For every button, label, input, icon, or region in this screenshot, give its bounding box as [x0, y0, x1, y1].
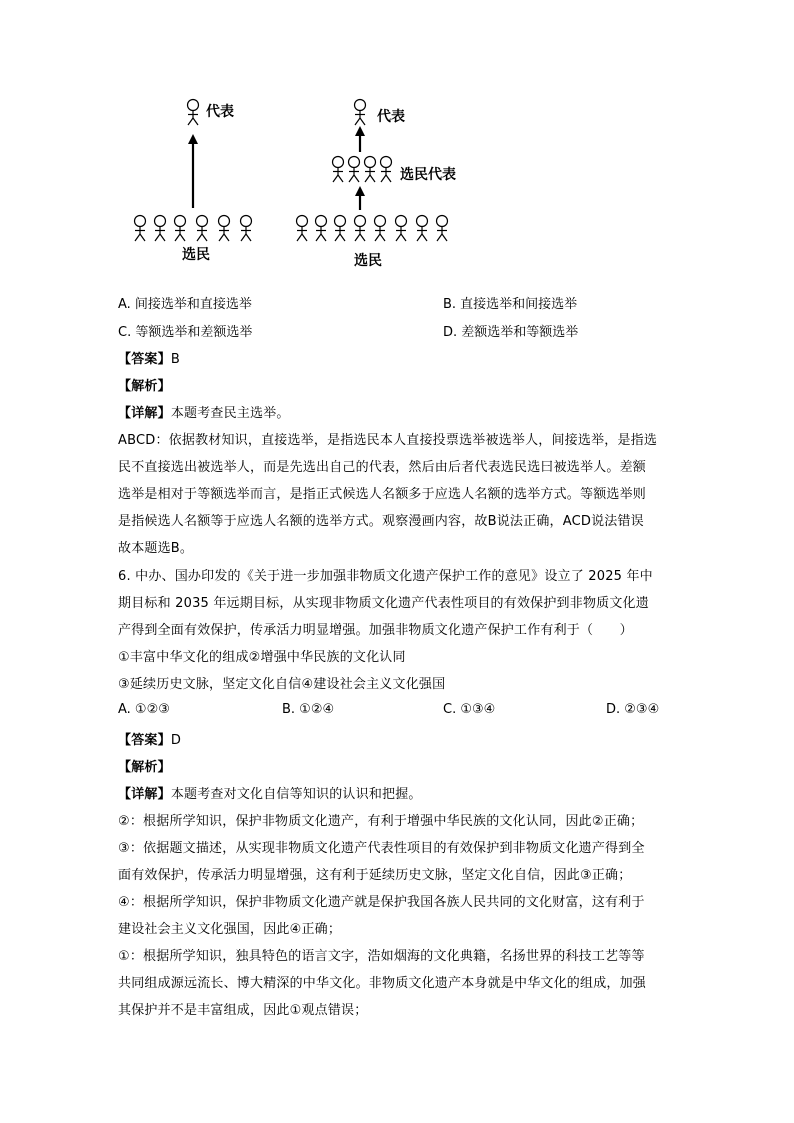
q6-statement-line: ③延续历史文脉，坚定文化自信④建设社会主义文化强国	[118, 677, 446, 692]
left-representative-label: 代表	[206, 104, 234, 120]
q5-explanation-line: ABCD：依据教材知识，直接选举，是指选民本人直接投票选举被选举人，间接选举，是指选	[118, 433, 658, 448]
q6-option-a: A. ①②③	[118, 702, 170, 717]
q6-explanation-line: ④：根据所学知识，保护非物质文化遗产就是保护我国各族人民共同的文化财富，这有利于	[118, 895, 645, 910]
q6-stem-line: 期目标和 2035 年远期目标，从实现非物质文化遗产代表性项目的有效保护到非物质文化遗	[118, 596, 649, 611]
q5-explanation-line: 选举是相对于等额选举而言，是指正式候选人名额多于应选人名额的选举方式。等额选举则	[118, 487, 647, 502]
left-arrow-head	[188, 134, 198, 144]
q5-option-d: D. 差额选举和等额选举	[443, 325, 579, 340]
right-voters-row	[297, 216, 448, 242]
representative-icon	[355, 100, 366, 126]
q6-answer: 【答案】D	[118, 733, 182, 748]
q5-option-c: C. 等额选举和差额选举	[118, 325, 253, 340]
section-heading: 【解析】	[118, 379, 171, 394]
q5-explanation-line: 是指候选人名额等于应选人名额的选举方式。观察漫画内容，故B说法正确，ACD说法错误	[118, 514, 644, 529]
election-diagram-svg	[0, 0, 794, 280]
q6-explanation-line: ②：根据所学知识，保护非物质文化遗产，有利于增强中华民族的文化认同，因此②正确；	[118, 814, 644, 829]
section-heading: 【答案】	[118, 733, 171, 748]
section-heading: 【详解】	[118, 406, 171, 421]
section-heading: 【答案】	[118, 352, 171, 367]
q5-answer: 【答案】B	[118, 352, 180, 367]
right-representative-label: 代表	[377, 109, 405, 125]
q6-stem-line: 6. 中办、国办印发的《关于进一步加强非物质文化遗产保护工作的意见》设立了 2025 年中	[118, 569, 653, 584]
q5-detail: 【详解】本题考查民主选举。	[118, 406, 290, 421]
q6-detail: 【详解】本题考查对文化自信等知识的认识和把握。	[118, 787, 422, 802]
q5-analysis-title	[118, 375, 171, 394]
left-voters-row	[135, 216, 252, 242]
q5-explanation-line: 民不直接选出被选举人，而是先选出自己的代表，然后由后者代表选民选曰被选举人。差额	[118, 460, 647, 475]
q6-explanation-line: ①：根据所学知识，独具特色的语言文字，浩如烟海的文化典籍，名扬世界的科技工艺等等	[118, 949, 645, 964]
q6-explanation-line: 共同组成源远流长、博大精深的中华文化。非物质文化遗产本身就是中华文化的组成，加强	[118, 976, 647, 991]
q6-explanation-line: ③：依据题文描述，从实现非物质文化遗产代表性项目的有效保护到非物质文化遗产得到全	[118, 841, 645, 856]
q6-analysis-title	[118, 756, 171, 775]
voter-representatives-label: 选民代表	[400, 167, 456, 183]
q6-option-c: C. ①③④	[443, 702, 496, 717]
voter-representatives-row	[333, 157, 392, 183]
representative-icon	[188, 100, 199, 126]
right-voters-label: 选民	[354, 253, 382, 269]
q6-explanation-line: 面有效保护，传承活力明显增强，这有利于延续历史文脉，坚定文化自信，因此③正确；	[118, 868, 632, 883]
q6-option-d: D. ②③④	[606, 702, 660, 717]
q5-explanation-line: 故本题选B。	[118, 541, 194, 556]
section-heading: 【详解】	[118, 787, 171, 802]
q5-option-a: A. 间接选举和直接选举	[118, 297, 252, 312]
q5-option-b: B. 直接选举和间接选举	[443, 297, 578, 312]
q6-stem-line: 产得到全面有效保护，传承活力明显增强。加强非物质文化遗产保护工作有利于（ ）	[118, 623, 633, 638]
election-diagram	[0, 0, 794, 280]
left-voters-label: 选民	[182, 247, 210, 263]
q6-option-b: B. ①②④	[282, 702, 335, 717]
section-heading: 【解析】	[118, 760, 171, 775]
q6-statement-line: ①丰富中华文化的组成②增强中华民族的文化认同	[118, 650, 406, 665]
q6-explanation-line: 建设社会主义文化强国，因此④正确；	[118, 922, 342, 937]
q6-explanation-line: 其保护并不是丰富组成，因此①观点错误；	[118, 1003, 368, 1018]
